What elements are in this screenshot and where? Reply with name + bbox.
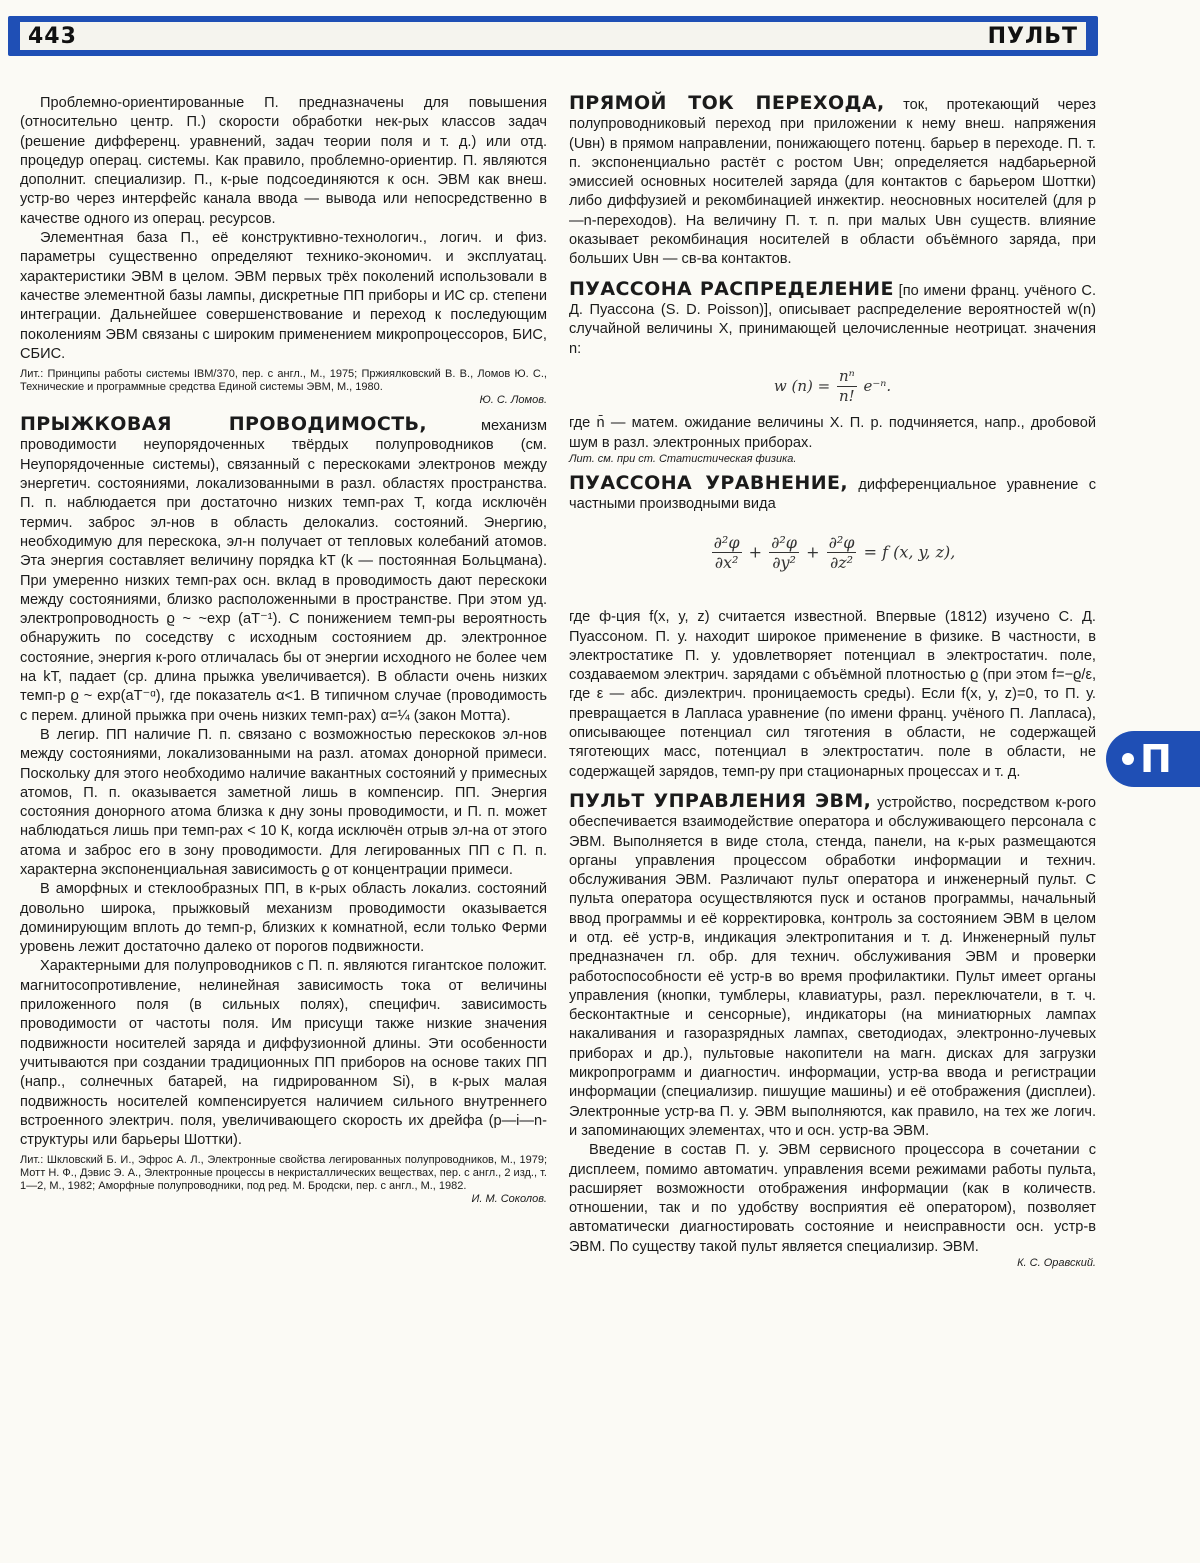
article-author: И. М. Соколов. <box>20 1193 547 1206</box>
page-number: 443 <box>28 24 77 49</box>
paragraph: устройство, посредством к-рого обеспечивается взаимодействие оператора и обслуживающего персонала с ЭВМ. Выполняется в виде стола, стенда, панели, на к-рых размещаются органы управления процессом обработки информации и технич. обслуживания ЭВМ. Различают пульт оператора и инженерный пульт. С пульта оператора осуществляются пуск и останов программы, начальный ввод программы и её корректировка, контроль за состоянием ЭВМ в целом и отд. её устр-в, индикация электропитания и т. д. Инженерный пульт предназначен гл. обр. для технич. обслуживания ЭВМ и проверки работоспособности её устр-в во время профилактики. Пульт имеет органы управления (кнопки, тумблеры, клавиатуры, разл. переключатели, в т. ч. бесконтактные и сенсорные), индикаторы (на миниатюрных лампах накаливания и газоразрядных лампах, светодиодах, электронно-лучевых приборах и др.), пультовые накопители на магн. дисках для загрузки микропрограмм и диагностич. информации, устр-ва ввода и регистрации информации (специализир. пишущие машины) и её отображения (дисплеи). Электронные устр-ва П. у. ЭВМ выполняются, как правило, на тех же логич. и запоминающих элементах, что и осн. устр-ва ЭВМ. <box>569 795 1096 1139</box>
formula-lhs: w (n) = <box>774 377 830 395</box>
fraction-numerator: ∂²φ <box>827 533 857 553</box>
entry-heading: ПУЛЬТ УПРАВЛЕНИЯ ЭВМ, <box>569 790 871 812</box>
right-column <box>569 94 1096 1278</box>
paragraph: где ф-ция f(x, y, z) считается известной. Впервые (1812) изучено С. Д. Пуассоном. П. у. находит широкое применение в физике. В частности, в электростатике П. у. удовлетворяет потенциал в электростатич. поле, создаваемом электрич. зарядами с объёмной плотностью ϱ (при этом f=−ϱ/ε, где ε — абс. диэлектрич. проницаемость среды). Если f(x, y, z)=0, то П. у. превращается в Лапласа уравнение (по имени франц. учёного П. Лапласа), описывающее потенциал сил тяготения в области, не содержащей тяготеющих масс, потенциал в электростатич. поле в области, не содержащей зарядов, темп-ру при стационарных процессах и т. д. <box>569 608 1096 782</box>
entry-poisson-equation <box>569 474 1096 515</box>
paragraph <box>569 1141 1096 1257</box>
plus-sign: + <box>806 542 819 561</box>
fraction-numerator: nⁿ <box>837 367 857 387</box>
fraction-numerator: ∂²φ <box>712 533 742 553</box>
formula-fraction <box>712 533 742 573</box>
section-letter-tab <box>1106 731 1200 787</box>
paragraph: где n̄ — матем. ожидание величины X. П. р. подчиняется, напр., дробовой шум в разл. электронных приборах. <box>569 414 1096 453</box>
section-letter: П <box>1140 737 1172 781</box>
article-author: К. С. Оравский. <box>569 1257 1096 1270</box>
formula-fraction <box>827 533 857 573</box>
paragraph: Проблемно-ориентированные П. предназначены для повышения (относительно центр. П.) скорости обработки нек-рых классов задач (решение дифференц. уравнений, задач теории поля и т. д.) или отд. процедур операц. системы. Как правило, проблемно-ориентир. П. являются дополнит. специализир. П., к-рые подсоединяются к осн. ЭВМ как внеш. устр-во через интерфейс канала ввода — вывода или непосредственно в качестве одного из операц. ресурсов. <box>20 94 547 229</box>
entry-heading: ПУАССОНА РАСПРЕДЕЛЕНИЕ <box>569 278 894 300</box>
entry-control-console <box>569 792 1096 1141</box>
literature-text: Лит.: Шкловский Б. И., Эфрос А. Л., Электронные свойства легированных полупроводников, М., 1979; Мотт Н. Ф., Дэвис Э. А., Электронные процессы в некристаллических веществах, пер. с англ., 2 изд., т. 1—2, М., 1982; Аморфные полупроводники, под ред. М. Бродски, пер. с англ., М., 1982. <box>20 1154 547 1192</box>
fraction-denominator: n! <box>837 387 857 406</box>
entry-jump-conductivity <box>20 415 547 726</box>
paragraph: Характерными для полупроводников с П. п. являются гигантское положит. магнитосопротивление, нелинейная зависимость тока от величины приложенного поля (в сильных полях), специфич. зависимость проводимости от частоты поля. Им присущи также низкие значения подвижности носителей заряда и диффузионной длины. Эти особенности учитываются при создании традиционных ПП приборов на основе таких ПП (напр., солнечных батарей, на гидрированном Si), в к-рых малая подвижность носителей компенсируется наличием сильного внутреннего встроенного электрич. поля, увеличивающего скорость их дрейфа (p—i—n-структуры или барьеры Шоттки). <box>20 957 547 1150</box>
paragraph: В легир. ПП наличие П. п. связано с возможностью перескоков эл-нов между состояниями, локализованными на разл. атомах донорной примеси. Поскольку для этого необходимо наличие вакантных состояний у примесных атомов, П. п. оказывается заметной лишь в компенсир. ПП. Энергия состояния донорного атома близка к дну зоны проводимости, и П. п. может наблюдаться лишь при темп-рах < 10 К, когда исключён отрыв эл-на от этого атома и заброс его в зону проводимости. Для легированных ПП с П. п. характерна экспоненциальная зависимость ϱ от концентрации примеси. <box>20 726 547 880</box>
page-header <box>20 22 1086 50</box>
entry-forward-current <box>569 94 1096 270</box>
paragraph: Элементная база П., её конструктивно-технологич., логич. и физ. параметры существенно определяют технико-экономич. и эксплуатац. характеристики ЭВМ в целом. ЭВМ первых трёх поколений использовали в качестве элементной базы лампы, дискретные ПП приборы и ИС ср. степени интеграции. Дальнейшее совершенствование и переход к последующим поколениям ЭВМ связаны с широким применением микропроцессоров, БИС, СБИС. <box>20 229 547 364</box>
entry-heading: ПУАССОНА УРАВНЕНИЕ, <box>569 472 848 494</box>
literature-note <box>20 368 547 407</box>
tab-bullet-icon <box>1122 753 1134 765</box>
running-head: ПУЛЬТ <box>988 24 1078 49</box>
article-author: Ю. С. Ломов. <box>20 394 547 407</box>
paragraph: В аморфных и стеклообразных ПП, в к-рых область локализ. состояний довольно широка, прыжковый механизм проводимости оказывается доминирующим вплоть до темп-р, близких к комнатной, если только Ферми уровень лежит достаточно далеко от порогов подвижности. <box>20 880 547 957</box>
paragraph: ток, протекающий через полупроводниковый переход при приложении к нему внеш. напряжения (Uвн) в прямом направлении, понижающего потенц. барьер в переходе. П. т. п. экспоненциально растёт с ростом Uвн; определяется надбарьерной эмиссией основных носителей заряда (для контактов с барьером Шоттки) либо диффузией и рекомбинацией инжектир. неосновных носителей (для p—n-переходов). На величину П. т. п. при малых Uвн существ. влияние оказывает рекомбинация носителей в области объёмного заряда, при больших Uвн — св-ва контактов. <box>569 97 1096 267</box>
entry-poisson-distribution <box>569 280 1096 359</box>
fraction-numerator: ∂²φ <box>769 533 799 553</box>
formula-fraction <box>769 533 799 573</box>
literature-note: Лит. см. при ст. Статистическая физика. <box>569 453 1096 466</box>
fraction-denominator: ∂y² <box>769 553 799 572</box>
fraction-denominator: ∂z² <box>827 553 857 572</box>
entry-heading: ПРЯМОЙ ТОК ПЕРЕХОДА, <box>569 92 885 114</box>
literature-note <box>20 1154 547 1206</box>
paragraph: [по имени франц. учёного С. Д. Пуассона (S. D. Poisson)], описывает распределение вероятностей w(n) случайной величины X, принимающей целочисленные неотрицат. значения n: <box>569 283 1096 357</box>
formula-rhs: e⁻ⁿ. <box>863 377 891 395</box>
formula-rhs: = f (x, y, z), <box>864 542 956 561</box>
formula-poisson-distribution <box>569 367 1096 407</box>
entry-heading: ПРЫЖКОВАЯ ПРОВОДИМОСТЬ, <box>20 413 427 435</box>
formula-fraction <box>837 367 857 407</box>
left-column <box>20 94 547 1214</box>
formula-poisson-equation <box>569 533 1096 573</box>
paragraph: дифференциальное уравнение с частными производными вида <box>569 477 1096 512</box>
paragraph: механизм проводимости неупорядоченных твёрдых полупроводников (см. Неупорядоченные системы), связанный с перескоками электронов между энергетич. состояниями, локализованными в разл. областях пространства. П. п. наблюдается при достаточно низких темп-рах T, когда исключён термич. заброс эл-нов в область делокализ. состояний. Энергию, необходимую для перескока, эл-н получает от тепловых колебаний атомов. Эта энергия составляет величину порядка kT (k — постоянная Больцмана). При умеренно низких темп-рах осн. вклад в проводимость дают перескоки между состояниями, близко расположенными в пространстве. При этом уд. электропроводность ϱ ~ ~exp (aT⁻¹). С понижением темп-ры вероятность обнаружить по соседству с исходным состоянием др. электронное состояние, энергия к-рого отличалась бы от энергии исходного не более чем на kT, падает (ср. длина прыжка увеличивается). В области очень низких темп-р ϱ ~ exp(aT⁻ᵅ), где показатель α<1. В типичном случае (проводимость с перем. длиной прыжка при очень низких темп-рах) α=¼ (закон Мотта). <box>20 418 547 723</box>
literature-text: Лит.: Принципы работы системы IBM/370, пер. с англ., М., 1975; Пржиялковский В. В., Ломов Ю. С., Технические и программные средства Единой системы ЭВМ, М., 1980. <box>20 368 547 393</box>
paragraph-text: Введение в состав П. у. ЭВМ сервисного процессора в сочетании с дисплеем, помимо автоматич. управления всеми режимами работы пульта, расширяет возможности отображения информации (как в количеств. отношении, так и по удобству восприятия её оператором), позволяет автоматически диагностировать состояние и неисправности осн. устр-в ЭВМ. По существу такой пульт является специализир. ЭВМ. <box>569 1142 1096 1254</box>
page-header-bar <box>8 16 1098 56</box>
plus-sign: + <box>749 542 762 561</box>
fraction-denominator: ∂x² <box>712 553 742 572</box>
